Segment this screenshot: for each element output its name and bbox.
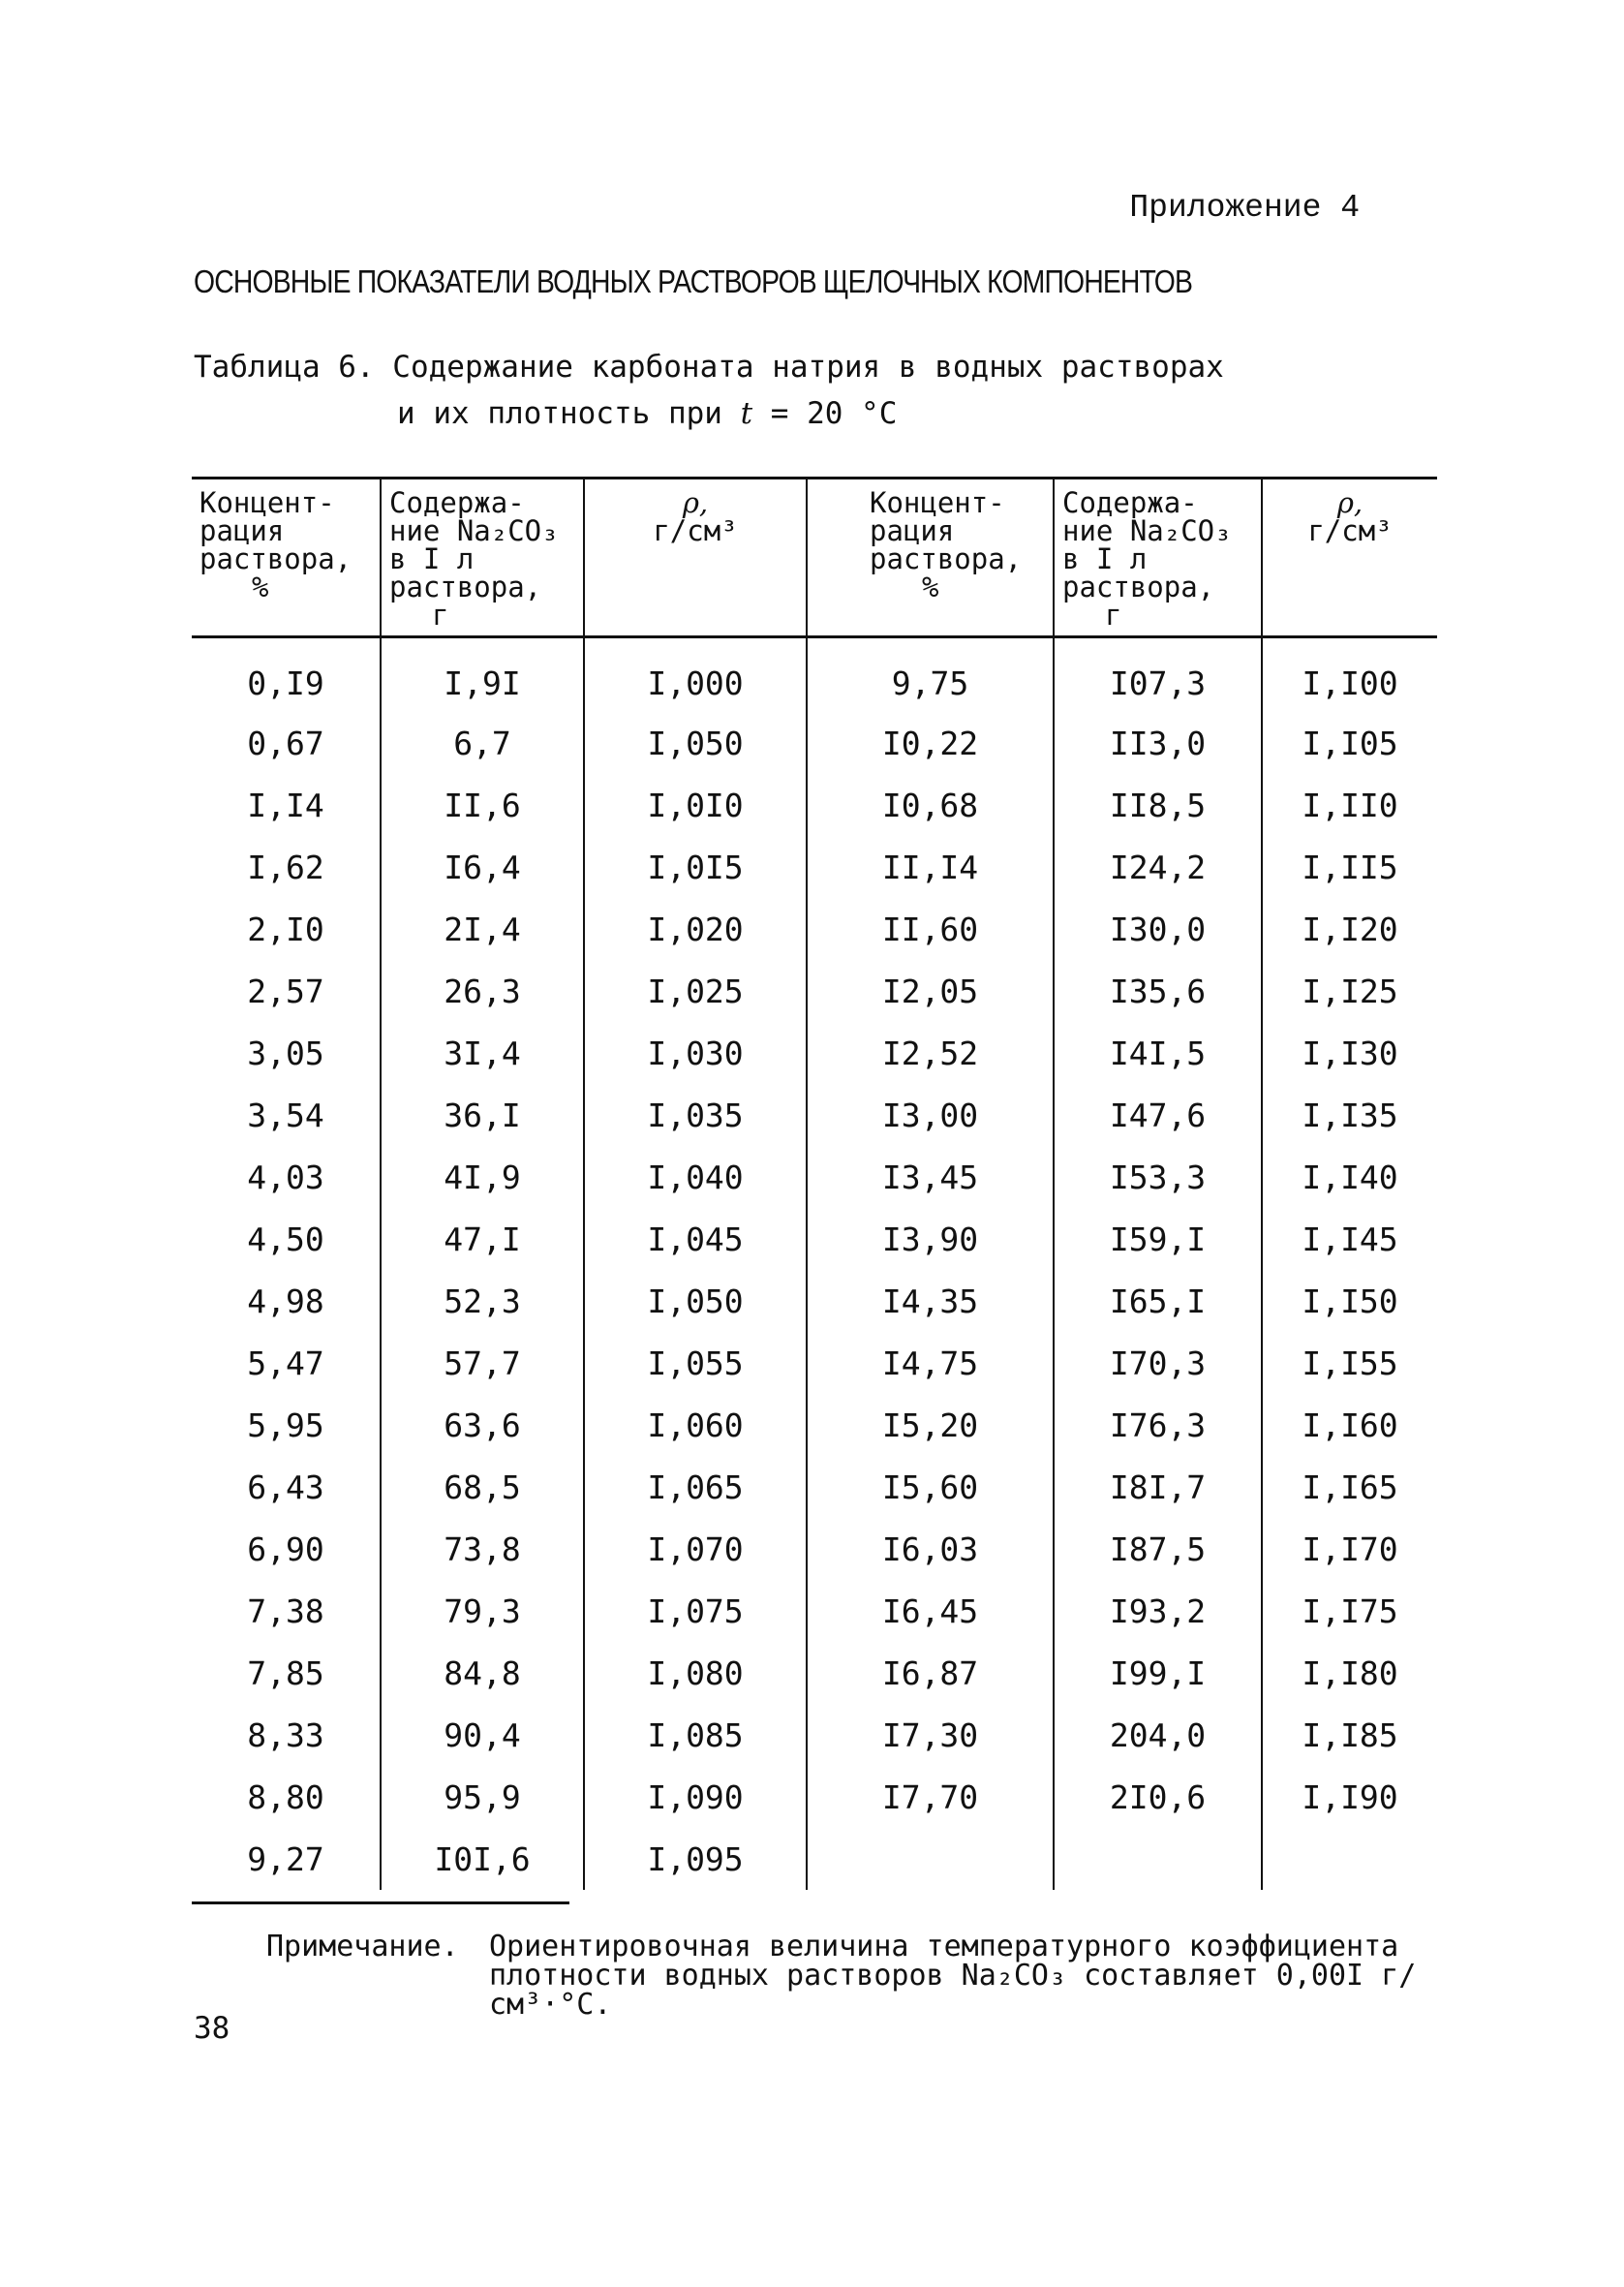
table-row xyxy=(192,1084,1437,1146)
table-row xyxy=(192,1704,1437,1766)
density-cell-right: I,II5 xyxy=(1262,836,1437,898)
table-row xyxy=(192,1146,1437,1208)
content-cell: 26,3 xyxy=(381,960,584,1022)
caption-line-2 xyxy=(194,390,1224,437)
concentration-cell-right: I4,35 xyxy=(807,1270,1054,1332)
header-concentration-2: Концент- рация раствора, % xyxy=(807,479,1054,637)
content-cell-right: I24,2 xyxy=(1054,836,1262,898)
density-cell-right xyxy=(1262,1828,1437,1890)
concentration-cell: 4,98 xyxy=(247,1282,324,1320)
content-cell-right: I30,0 xyxy=(1054,898,1262,960)
table-row xyxy=(192,1456,1437,1518)
density-cell-right: I,II0 xyxy=(1262,774,1437,836)
table-row xyxy=(192,1828,1437,1890)
concentration-cell: 9,27 xyxy=(247,1839,324,1878)
table-row xyxy=(192,836,1437,898)
density-cell: I,095 xyxy=(584,1828,807,1890)
table-row xyxy=(192,898,1437,960)
content-cell-right: I53,3 xyxy=(1054,1146,1262,1208)
concentration-cell-right: I4,75 xyxy=(807,1332,1054,1394)
table-caption xyxy=(194,344,1224,437)
sodium-carbonate-table xyxy=(192,477,1437,1890)
table-row xyxy=(192,1208,1437,1270)
content-cell: 73,8 xyxy=(381,1518,584,1580)
content-cell: II,6 xyxy=(381,774,584,836)
content-cell: 68,5 xyxy=(381,1456,584,1518)
density-cell: I,080 xyxy=(584,1642,807,1704)
density-cell-right: I,I50 xyxy=(1262,1270,1437,1332)
table-row xyxy=(192,1580,1437,1642)
header-content-2: Содержа- ние Na₂CO₃ в I л раствора, г xyxy=(1054,479,1262,637)
concentration-cell-right: II,60 xyxy=(807,898,1054,960)
density-cell-right: I,I80 xyxy=(1262,1642,1437,1704)
concentration-cell: 6,90 xyxy=(247,1530,324,1568)
concentration-cell: I,I4 xyxy=(247,786,324,824)
concentration-cell: 3,05 xyxy=(247,1034,324,1072)
table-row xyxy=(192,1332,1437,1394)
content-cell-right: I76,3 xyxy=(1054,1394,1262,1456)
density-cell: I,040 xyxy=(584,1146,807,1208)
content-cell: 57,7 xyxy=(381,1332,584,1394)
density-cell: I,085 xyxy=(584,1704,807,1766)
header-density: ρ, г/см³ xyxy=(584,479,807,637)
density-cell: I,030 xyxy=(584,1022,807,1084)
content-cell: 47,I xyxy=(381,1208,584,1270)
density-cell: I,020 xyxy=(584,898,807,960)
note xyxy=(266,1932,1457,2020)
note-text: Ориентировочная величина температурного коэффициента плотности водных растворов Na₂CO₃ составляет 0,00I г/см³·°С. xyxy=(489,1930,1417,2022)
concentration-cell-right: I5,60 xyxy=(807,1456,1054,1518)
caption-line-2-text: и их плотность при xyxy=(397,396,741,431)
density-cell-right: I,I65 xyxy=(1262,1456,1437,1518)
density-cell: I,0I5 xyxy=(584,836,807,898)
content-cell: I0I,6 xyxy=(381,1828,584,1890)
content-cell: 52,3 xyxy=(381,1270,584,1332)
density-cell-right: I,I30 xyxy=(1262,1022,1437,1084)
density-cell: I,035 xyxy=(584,1084,807,1146)
content-cell-right: I70,3 xyxy=(1054,1332,1262,1394)
table-row xyxy=(192,1518,1437,1580)
concentration-cell: 7,38 xyxy=(247,1592,324,1630)
table-row xyxy=(192,1270,1437,1332)
content-cell: 6,7 xyxy=(381,712,584,774)
concentration-cell-right: 9,75 xyxy=(807,637,1054,713)
content-cell-right: I65,I xyxy=(1054,1270,1262,1332)
density-cell-right: I,I60 xyxy=(1262,1394,1437,1456)
concentration-cell: 0,I9 xyxy=(247,664,324,702)
table-body xyxy=(192,637,1437,1891)
content-cell: 4I,9 xyxy=(381,1146,584,1208)
table-row xyxy=(192,637,1437,713)
note-label: Примечание. xyxy=(266,1930,459,1963)
content-cell-right: I87,5 xyxy=(1054,1518,1262,1580)
concentration-cell: 3,54 xyxy=(247,1096,324,1134)
concentration-cell-right: I0,22 xyxy=(807,712,1054,774)
document-title: ОСНОВНЫЕ ПОКАЗАТЕЛИ ВОДНЫХ РАСТВОРОВ ЩЕЛОЧНЫХ КОМПОНЕНТОВ xyxy=(194,263,1193,299)
density-cell-right: I,I85 xyxy=(1262,1704,1437,1766)
content-cell: 95,9 xyxy=(381,1766,584,1828)
concentration-cell: 5,95 xyxy=(247,1406,324,1444)
content-cell-right: II3,0 xyxy=(1054,712,1262,774)
density-cell: I,000 xyxy=(584,637,807,713)
content-cell: I6,4 xyxy=(381,836,584,898)
content-cell-right: I07,3 xyxy=(1054,637,1262,713)
density-cell-right: I,I70 xyxy=(1262,1518,1437,1580)
concentration-cell: 8,80 xyxy=(247,1777,324,1816)
content-cell: 63,6 xyxy=(381,1394,584,1456)
content-cell-right: I35,6 xyxy=(1054,960,1262,1022)
density-cell: I,050 xyxy=(584,712,807,774)
concentration-cell: 8,33 xyxy=(247,1715,324,1754)
density-cell: I,060 xyxy=(584,1394,807,1456)
content-cell-right: II8,5 xyxy=(1054,774,1262,836)
density-cell-right: I,I75 xyxy=(1262,1580,1437,1642)
density-cell-right: I,I35 xyxy=(1262,1084,1437,1146)
concentration-cell: 4,50 xyxy=(247,1220,324,1258)
content-cell: I,9I xyxy=(381,637,584,713)
density-cell-right: I,I20 xyxy=(1262,898,1437,960)
content-cell-right: I93,2 xyxy=(1054,1580,1262,1642)
concentration-cell-right: I6,87 xyxy=(807,1642,1054,1704)
concentration-cell-right: I3,45 xyxy=(807,1146,1054,1208)
content-cell: 3I,4 xyxy=(381,1022,584,1084)
table-bottom-rule xyxy=(192,1901,569,1904)
header-density-2: ρ, г/см³ xyxy=(1262,479,1437,637)
header-content: Содержа- ние Na₂CO₃ в I л раствора, г xyxy=(381,479,584,637)
concentration-cell: 6,43 xyxy=(247,1468,324,1506)
page-number: 38 xyxy=(194,2011,230,2046)
content-cell: 2I,4 xyxy=(381,898,584,960)
table-row xyxy=(192,1394,1437,1456)
density-cell: I,065 xyxy=(584,1456,807,1518)
concentration-cell-right: I6,45 xyxy=(807,1580,1054,1642)
temperature-symbol: t xyxy=(740,396,753,431)
density-cell: I,0I0 xyxy=(584,774,807,836)
density-cell-right: I,I55 xyxy=(1262,1332,1437,1394)
concentration-cell-right: I2,52 xyxy=(807,1022,1054,1084)
concentration-cell-right: I2,05 xyxy=(807,960,1054,1022)
density-cell-right: I,I90 xyxy=(1262,1766,1437,1828)
concentration-cell: 2,I0 xyxy=(247,910,324,948)
concentration-cell-right: I7,70 xyxy=(807,1766,1054,1828)
concentration-cell: 7,85 xyxy=(247,1653,324,1692)
header-concentration: Концент- рация раствора, % xyxy=(192,479,381,637)
concentration-cell: 0,67 xyxy=(247,724,324,762)
density-cell: I,025 xyxy=(584,960,807,1022)
table-row xyxy=(192,1022,1437,1084)
content-cell-right: I8I,7 xyxy=(1054,1456,1262,1518)
concentration-cell-right: I5,20 xyxy=(807,1394,1054,1456)
caption-temperature: = 20 °С xyxy=(752,396,898,431)
concentration-cell-right: I6,03 xyxy=(807,1518,1054,1580)
table-row xyxy=(192,960,1437,1022)
content-cell: 90,4 xyxy=(381,1704,584,1766)
content-cell: 36,I xyxy=(381,1084,584,1146)
table-header-row xyxy=(192,479,1437,637)
table-row xyxy=(192,774,1437,836)
content-cell: 84,8 xyxy=(381,1642,584,1704)
content-cell-right: I99,I xyxy=(1054,1642,1262,1704)
concentration-cell-right: I0,68 xyxy=(807,774,1054,836)
content-cell: 79,3 xyxy=(381,1580,584,1642)
appendix-label: Приложение 4 xyxy=(1129,190,1360,226)
concentration-cell-right: II,I4 xyxy=(807,836,1054,898)
concentration-cell-right: I7,30 xyxy=(807,1704,1054,1766)
content-cell-right: I59,I xyxy=(1054,1208,1262,1270)
concentration-cell: 2,57 xyxy=(247,972,324,1010)
density-cell-right: I,I40 xyxy=(1262,1146,1437,1208)
content-cell-right: 204,0 xyxy=(1054,1704,1262,1766)
density-cell: I,075 xyxy=(584,1580,807,1642)
density-cell: I,045 xyxy=(584,1208,807,1270)
concentration-cell: 4,03 xyxy=(247,1158,324,1196)
content-cell-right: I47,6 xyxy=(1054,1084,1262,1146)
concentration-cell-right xyxy=(807,1828,1054,1890)
concentration-cell: I,62 xyxy=(247,848,324,886)
density-cell: I,050 xyxy=(584,1270,807,1332)
density-cell-right: I,I00 xyxy=(1262,637,1437,713)
density-cell-right: I,I45 xyxy=(1262,1208,1437,1270)
density-cell: I,070 xyxy=(584,1518,807,1580)
table-row xyxy=(192,712,1437,774)
table-row xyxy=(192,1766,1437,1828)
concentration-cell-right: I3,90 xyxy=(807,1208,1054,1270)
density-cell-right: I,I25 xyxy=(1262,960,1437,1022)
content-cell-right xyxy=(1054,1828,1262,1890)
density-cell: I,055 xyxy=(584,1332,807,1394)
caption-line-1: Таблица 6. Содержание карбоната натрия в водных растворах xyxy=(194,350,1224,385)
content-cell-right: I4I,5 xyxy=(1054,1022,1262,1084)
density-cell-right: I,I05 xyxy=(1262,712,1437,774)
concentration-cell: 5,47 xyxy=(247,1344,324,1382)
density-cell: I,090 xyxy=(584,1766,807,1828)
table-row xyxy=(192,1642,1437,1704)
content-cell-right: 2I0,6 xyxy=(1054,1766,1262,1828)
concentration-cell-right: I3,00 xyxy=(807,1084,1054,1146)
